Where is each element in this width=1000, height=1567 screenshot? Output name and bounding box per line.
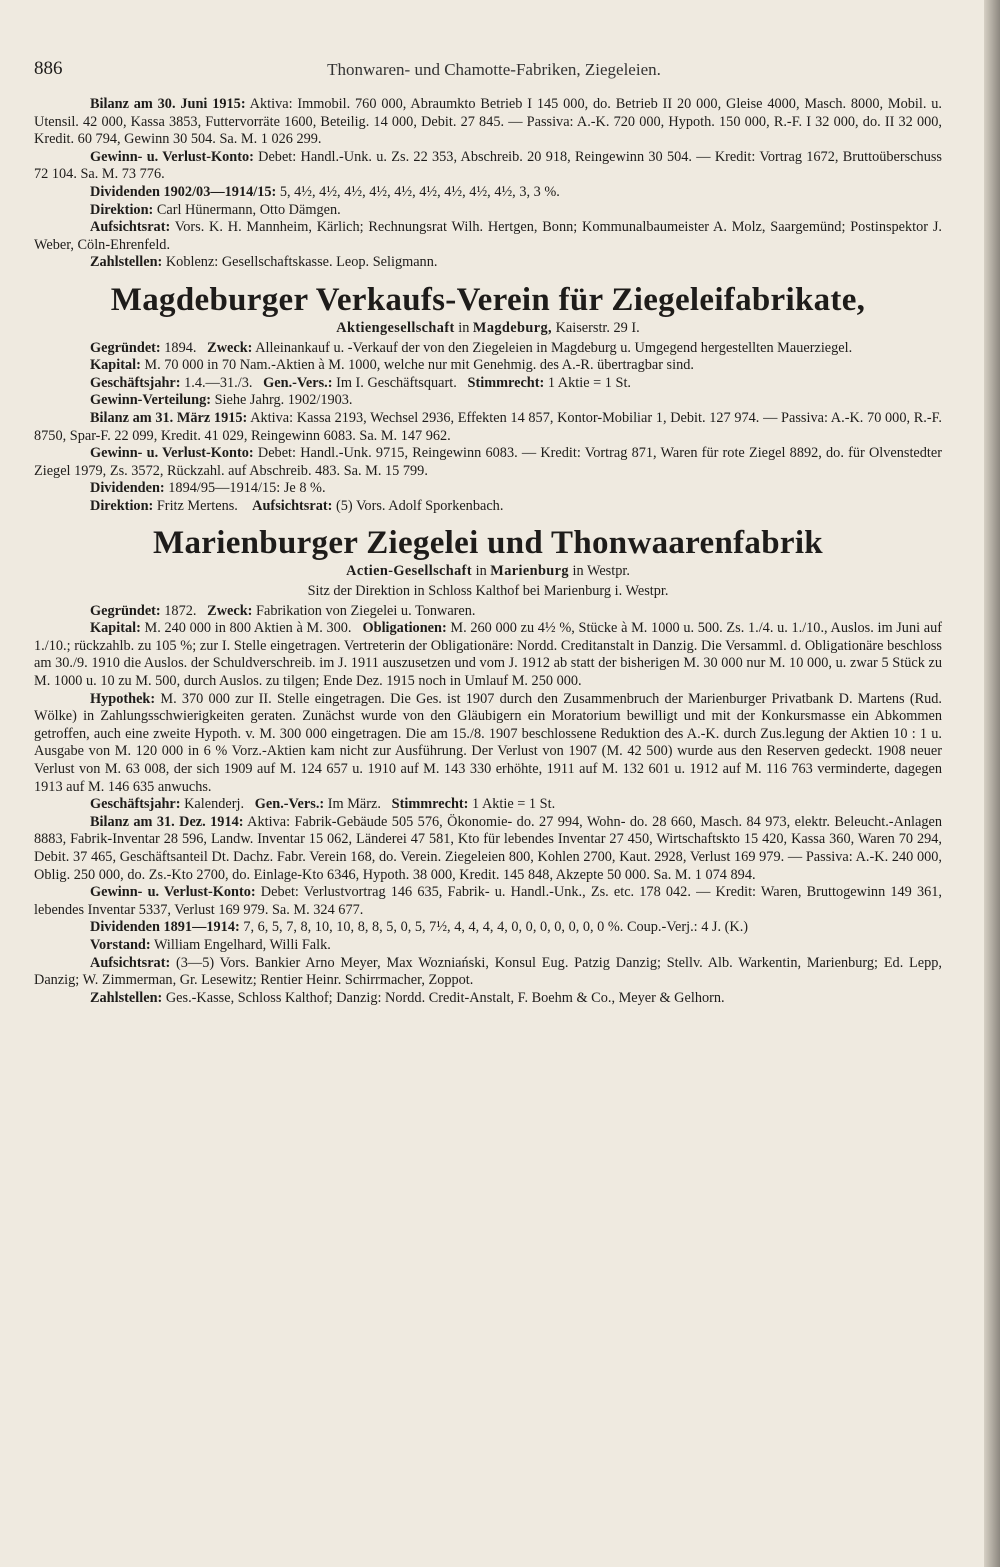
entry-text: 1 Aktie = 1 St. <box>472 796 556 813</box>
entry-text: 1872. <box>164 602 197 619</box>
entry-text: in <box>458 319 470 336</box>
entry-label: Aufsichtsrat: <box>90 219 171 236</box>
entry-text: Debet: Handl.-Unk. 9715, Reingewinn 6083. — Kredit: Vortrag 871, Waren für rote Ziegel 8892, do. für Olvenstedter Ziegel 1979, Zs. 3572, Rückzahl. auf Abschreib. 483. Sa. M. 15 799. <box>34 445 943 479</box>
entry-label: Gewinn- u. Verlust-Konto: <box>90 884 256 901</box>
entry-label: Bilanz am 31. Dez. 1914: <box>90 813 244 830</box>
entry-text: Carl Hünermann, Otto Dämgen. <box>156 201 341 218</box>
entry-label: Geschäftsjahr: <box>90 796 181 813</box>
section-continued-entry <box>34 96 942 272</box>
entry-label: Aufsichtsrat: <box>90 954 171 971</box>
entry-paragraph <box>34 254 942 272</box>
entry-label: Dividenden: <box>90 480 165 497</box>
entry-label: Geschäftsjahr: <box>90 374 181 391</box>
section-magdeburger <box>34 282 942 516</box>
entry-label: Stimmrecht: <box>391 796 469 813</box>
entry-text: Debet: Verlustvortrag 146 635, Fabrik- u. Handl.-Unk., Zs. etc. 178 042. — Kredit: Waren, Bruttogewinn 149 361, lebendes Inventar 5337, Verlust 169 979. Sa. M. 324 677. <box>34 884 943 918</box>
entry-text: (3—5) Vors. Bankier Arno Meyer, Max Wozniański, Konsul Eug. Patzig Danzig; Stellv. Alb. Warkentin, Marienburg; Ed. Lepp, Danzig; W. Zimmerman, Gr. Lesewitz; Rentier Heinr. Schirrmacher, Zoppot. <box>34 954 943 989</box>
entry-text: Koblenz: Gesellschaftskasse. Leop. Seligmann. <box>165 254 438 271</box>
entry-paragraph <box>34 340 942 358</box>
entry-label: Gen.-Vers.: <box>254 796 325 813</box>
entry-label: Vorstand: <box>90 936 151 953</box>
company-seat: Sitz der Direktion in Schloss Kalthof bei Marienburg i. Westpr. <box>307 583 669 600</box>
entry-text: Fabrikation von Ziegelei u. Tonwaren. <box>256 602 476 619</box>
entry-text: Aktiva: Immobil. 760 000, Abraumkto Betrieb I 145 000, do. Betrieb II 20 000, Gleise 4000, Masch. 8000, Mobil. u. Utensil. 42 000, Kassa 3853, Futtervorräte 1600, Beteilig. 14 000, Debit. 27 845. — Passiva: A.-K. 720 000, Hypoth. 150 000, R.-F. I 32 000, do. II 32 000, Kredit. 60 794, Gewinn 30 504. Sa. M. 1 026 299. <box>34 96 942 148</box>
entry-paragraph <box>34 814 942 884</box>
entry-paragraph <box>34 219 942 254</box>
entry-paragraph <box>34 410 942 445</box>
entry-paragraph <box>34 480 942 498</box>
page-header <box>34 52 954 92</box>
entry-text: Vors. K. H. Mannheim, Kärlich; Rechnungsrat Wilh. Hertgen, Bonn; Kommunalbaumeister A. Molz, Saargemünd; Postinspektor J. Weber, Cöln-Ehrenfeld. <box>34 219 942 253</box>
entry-text: M. 240 000 in 800 Aktien à M. 300. <box>144 620 352 637</box>
entry-paragraph <box>34 937 942 955</box>
entry-text: 5, 4½, 4½, 4½, 4½, 4½, 4½, 4½, 4½, 4½, 3, 3 %. <box>279 183 560 200</box>
company-title: Magdeburger Verkaufs-Verein für Ziegeleifabrikate, <box>110 281 866 318</box>
entry-text: Alleinankauf u. -Verkauf der von den Ziegeleien in Magdeburg u. Umgegend hergestellten Mauerziegel. <box>255 339 853 356</box>
entry-label: Zahlstellen: <box>90 254 163 271</box>
entry-text: Aktiva: Kassa 2193, Wechsel 2936, Effekten 14 857, Kontor-Mobiliar 1, Debit. 127 974. — Passiva: A.-K. 70 000, R.-F. 8750, Spar-F. 22 099, Kredit. 41 029, Reingewinn 6083. Sa. M. 147 962. <box>34 409 942 444</box>
entry-text: (5) Vors. Adolf Sporkenbach. <box>335 497 504 514</box>
company-title: Marienburger Ziegelei und Thonwaarenfabrik <box>153 525 823 562</box>
entry-text: M. 70 000 in 70 Nam.-Aktien à M. 1000, welche nur mit Genehmig. des A.-R. übertragbar sind. <box>144 357 694 374</box>
entry-text: Im März. <box>327 796 381 813</box>
entry-paragraph <box>34 498 942 516</box>
running-title: Thonwaren- und Chamotte-Fabriken, Ziegeleien. <box>327 60 661 79</box>
page-content <box>34 96 942 1007</box>
entry-label: Zweck: <box>207 339 253 356</box>
entry-paragraph <box>34 796 942 814</box>
entry-paragraph <box>34 375 942 393</box>
entry-text: Siehe Jahrg. 1902/1903. <box>214 392 353 409</box>
entry-text: Kaiserstr. 29 I. <box>555 319 640 336</box>
entry-label: Gewinn- u. Verlust-Konto: <box>90 148 254 165</box>
entry-paragraph <box>34 202 942 220</box>
entry-text: in <box>475 563 487 580</box>
entry-text: Ges.-Kasse, Schloss Kalthof; Danzig: Nordd. Credit-Anstalt, F. Boehm & Co., Meyer & Gelhorn. <box>165 989 725 1006</box>
entry-label: Kapital: <box>90 357 141 374</box>
entry-paragraph <box>34 603 942 621</box>
page-edge <box>984 0 1000 1567</box>
entry-label: Actien-Gesellschaft <box>346 563 473 580</box>
entry-label: Gen.-Vers.: <box>263 374 333 391</box>
entry-text: in Westpr. <box>572 563 630 580</box>
entry-label: Aktiengesellschaft <box>336 319 455 336</box>
entry-paragraph <box>34 955 942 990</box>
entry-paragraph <box>34 96 942 149</box>
entry-text: M. 260 000 zu 4½ %, Stücke à M. 1000 u. 500. Zs. 1./4. u. 1./10., Auslos. im Juni auf 1./10.; rückzahlb. zu 105 %; zur I. Stelle eingetragen. Vertreterin der Obligationäre: Nordd. Creditanstalt in Danzig. Die Versamml. d. Obligationäre beschloss am 30./9. 1910 die Auslos. der Schuldverschreib. im J. 1911 auszusetzen und vom J. 1912 ab statt der bisherigen M. 30 000 nur M. 10 000, u. zwar 5 Stück zu M. 1000 u. 10 zu M. 500, durch Auslos. zu tilgen; Ende Dez. 1915 noch in Umlauf M. 250 000. <box>34 620 942 690</box>
entry-text: 1 Aktie = 1 St. <box>547 374 631 391</box>
entry-label: Aufsichtsrat: <box>252 497 333 514</box>
entry-label: Hypothek: <box>90 690 156 707</box>
page-number: 886 <box>34 58 63 79</box>
entry-label: Marienburg <box>490 563 569 580</box>
entry-paragraph <box>34 445 942 480</box>
entry-paragraph <box>34 884 942 919</box>
entry-label: Bilanz am 30. Juni 1915: <box>90 96 246 112</box>
entry-label: Gegründet: <box>90 339 161 356</box>
entry-text: William Engelhard, Willi Falk. <box>153 936 331 953</box>
entry-paragraph <box>34 620 942 690</box>
company-subtitle <box>34 563 942 581</box>
entry-label: Obligationen: <box>362 620 447 637</box>
entry-paragraph <box>34 392 942 410</box>
company-subtitle <box>34 320 942 338</box>
entry-text: 1894. <box>164 339 197 356</box>
entry-label: Gewinn- u. Verlust-Konto: <box>90 445 254 462</box>
entry-label: Kapital: <box>90 620 141 637</box>
entry-text: Aktiva: Fabrik-Gebäude 505 576, Ökonomie- do. 27 994, Wohn- do. 28 660, Masch. 84 973, elektr. Beleucht.-Anlagen 8883, Fabrik-Inventar 28 596, Landw. Inventar 15 062, Länderei 47 581, Kto für lebendes Inventar 27 450, Wirtschaftskto 15 420, Kassa 360, Waren 70 294, Debit. 37 465, Geschäftsanteil Dt. Dachz. Fabr. Verein 168, do. Verein. Ziegeleien 800, Kohlen 2700, Kaut. 2928, Verlust 169 979. — Passiva: A.-K. 240 000, Oblig. 250 000, do. Zs.-Kto 2700, do. Einlage-Kto 6346, Hypoth. 38 000, Kredit. 145 848, Akzepte 50 000. Sa. M. 1 074 894. <box>34 813 942 883</box>
entry-paragraph <box>34 149 942 184</box>
entry-label: Dividenden 1891—1914: <box>90 919 240 936</box>
entry-label: Zahlstellen: <box>90 989 163 1006</box>
entry-paragraph <box>34 184 942 202</box>
entry-text: 1.4.—31./3. <box>184 374 253 391</box>
entry-paragraph <box>34 357 942 375</box>
entry-label: Stimmrecht: <box>467 374 545 391</box>
entry-label: Direktion: <box>90 497 154 514</box>
entry-text: Debet: Handl.-Unk. u. Zs. 22 353, Abschreib. 20 918, Reingewinn 30 504. — Kredit: Vortrag 1672, Bruttoüberschuss 72 104. Sa. M. 73 776. <box>34 148 942 183</box>
entry-paragraph <box>34 990 942 1008</box>
entry-text: 1894/95—1914/15: Je 8 %. <box>168 480 326 497</box>
entry-text: Im I. Geschäftsquart. <box>336 374 457 391</box>
entry-label: Dividenden 1902/03—1914/15: <box>90 183 277 200</box>
entry-label: Direktion: <box>90 201 154 218</box>
entry-paragraph <box>34 919 942 937</box>
entry-label: Magdeburg, <box>472 319 552 336</box>
entry-paragraph <box>34 691 942 797</box>
entry-label: Gewinn-Verteilung: <box>90 392 211 409</box>
entry-text: M. 370 000 zur II. Stelle eingetragen. Die Ges. ist 1907 durch den Zusammenbruch der Marienburger Privatbank D. Martens (Rud. Wölke) in Zahlungsschwierigkeiten geraten. Zunächst wurde von den Gläubigern ein Moratorium bewilligt und mit der Konkursmasse ein Abkommen getroffen, auch eine zweite Hypoth. v. M. 300 000 eingetragen. Die am 15./8. 1907 beschlossene Reduktion des A.-K. durch Zus.legung der Aktien 10 : 1 u. Ausgabe von M. 120 000 in 6 % Vorz.-Aktien kam nicht zur Ausführung. Der Verlust von 1907 (M. 42 500) wurde aus den Reserven gedeckt. 1908 neuer Verlust von M. 63 008, der sich 1909 auf M. 124 657 u. 1910 auf M. 143 330 erhöhte, 1911 auf M. 132 601 u. 1912 auf M. 116 763 verminderte, dagegen 1913 auf M. 146 635 anwuchs. <box>34 690 943 795</box>
entry-label: Zweck: <box>207 602 253 619</box>
section-marienburger <box>34 525 942 1007</box>
entry-label: Bilanz am 31. März 1915: <box>90 409 248 426</box>
entry-text: 7, 6, 5, 7, 8, 10, 10, 8, 8, 5, 0, 5, 7½, 4, 4, 4, 4, 0, 0, 0, 0, 0, 0, 0 %. Coup.-Verj.: 4 J. (K.) <box>243 919 749 936</box>
entry-text: Fritz Mertens. <box>156 497 238 514</box>
entry-text: Kalenderj. <box>184 796 245 813</box>
entry-label: Gegründet: <box>90 602 161 619</box>
